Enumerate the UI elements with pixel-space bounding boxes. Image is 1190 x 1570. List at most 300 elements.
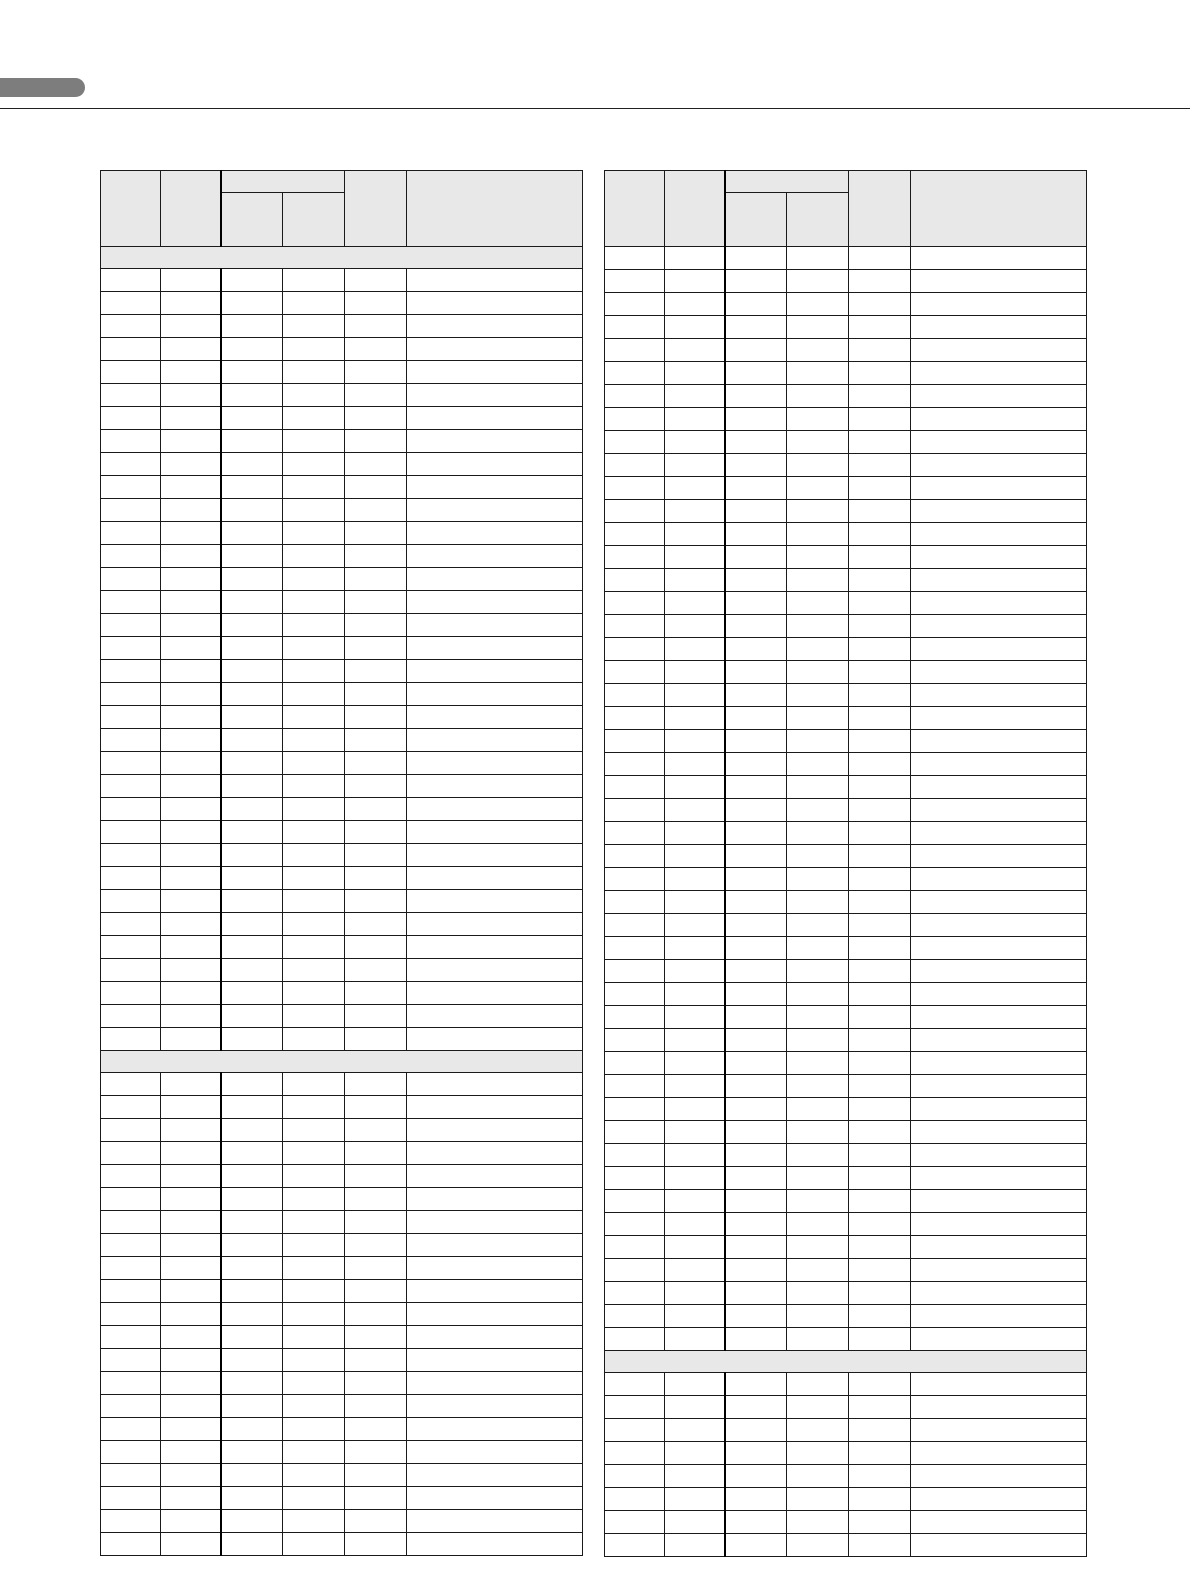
table-cell bbox=[725, 1236, 787, 1259]
table-cell bbox=[345, 683, 407, 706]
table-cell bbox=[101, 844, 161, 867]
table-cell bbox=[911, 983, 1087, 1006]
table-cell bbox=[407, 361, 583, 384]
table-row bbox=[101, 591, 583, 614]
table-cell bbox=[407, 1464, 583, 1487]
table-cell bbox=[101, 1303, 161, 1326]
table-cell bbox=[911, 1305, 1087, 1328]
table-cell bbox=[665, 983, 725, 1006]
table-cell bbox=[787, 799, 849, 822]
table-row bbox=[101, 338, 583, 361]
column-header bbox=[725, 171, 849, 193]
table-cell bbox=[849, 546, 911, 569]
table-cell bbox=[911, 1328, 1087, 1351]
table-row bbox=[101, 1165, 583, 1188]
chapter-tab bbox=[0, 78, 85, 97]
table-cell bbox=[787, 569, 849, 592]
table-cell bbox=[725, 362, 787, 385]
table-cell bbox=[787, 1442, 849, 1465]
section-band bbox=[101, 1051, 583, 1073]
table-cell bbox=[665, 1419, 725, 1442]
table-cell bbox=[725, 293, 787, 316]
table-cell bbox=[407, 1142, 583, 1165]
table-cell bbox=[283, 315, 345, 338]
table-cell bbox=[787, 983, 849, 1006]
table-cell bbox=[911, 247, 1087, 270]
table-cell bbox=[911, 753, 1087, 776]
table-cell bbox=[345, 1349, 407, 1372]
table-cell bbox=[725, 684, 787, 707]
table-cell bbox=[345, 890, 407, 913]
table-cell bbox=[665, 454, 725, 477]
table-row bbox=[605, 316, 1087, 339]
table-cell bbox=[101, 522, 161, 545]
table-row bbox=[101, 1326, 583, 1349]
table-cell bbox=[283, 292, 345, 315]
table-cell bbox=[345, 982, 407, 1005]
table-cell bbox=[221, 752, 283, 775]
table-cell bbox=[407, 1280, 583, 1303]
table-cell bbox=[605, 868, 665, 891]
table-cell bbox=[221, 775, 283, 798]
table-cell bbox=[911, 822, 1087, 845]
table-cell bbox=[725, 914, 787, 937]
table-cell bbox=[101, 1280, 161, 1303]
table-row bbox=[605, 293, 1087, 316]
table-row bbox=[605, 408, 1087, 431]
table-cell bbox=[345, 568, 407, 591]
table-cell bbox=[787, 247, 849, 270]
table-cell bbox=[345, 821, 407, 844]
table-cell bbox=[345, 1418, 407, 1441]
table-row bbox=[605, 891, 1087, 914]
table-row bbox=[605, 592, 1087, 615]
table-cell bbox=[725, 661, 787, 684]
table-cell bbox=[665, 293, 725, 316]
table-cell bbox=[101, 407, 161, 430]
table-cell bbox=[221, 683, 283, 706]
table-cell bbox=[725, 1029, 787, 1052]
table-cell bbox=[345, 752, 407, 775]
table-cell bbox=[665, 891, 725, 914]
table-cell bbox=[221, 545, 283, 568]
table-row bbox=[101, 1028, 583, 1051]
table-cell bbox=[665, 1029, 725, 1052]
table-cell bbox=[101, 1441, 161, 1464]
table-cell bbox=[605, 638, 665, 661]
table-cell bbox=[407, 499, 583, 522]
table-cell bbox=[101, 1418, 161, 1441]
table-cell bbox=[787, 1259, 849, 1282]
table-cell bbox=[605, 477, 665, 500]
table-cell bbox=[725, 339, 787, 362]
table-cell bbox=[283, 1464, 345, 1487]
table-cell bbox=[605, 454, 665, 477]
table-row bbox=[605, 1052, 1087, 1075]
table-cell bbox=[101, 269, 161, 292]
table-cell bbox=[407, 959, 583, 982]
table-row bbox=[101, 683, 583, 706]
table-cell bbox=[849, 1328, 911, 1351]
table-cell bbox=[221, 430, 283, 453]
table-cell bbox=[161, 660, 221, 683]
section-label bbox=[605, 1351, 1087, 1373]
table-cell bbox=[161, 430, 221, 453]
table-cell bbox=[911, 1259, 1087, 1282]
table-cell bbox=[345, 361, 407, 384]
table-cell bbox=[407, 1257, 583, 1280]
table-cell bbox=[849, 707, 911, 730]
table-cell bbox=[911, 1075, 1087, 1098]
table-row bbox=[605, 362, 1087, 385]
table-cell bbox=[345, 545, 407, 568]
table-row bbox=[101, 545, 583, 568]
table-cell bbox=[221, 1441, 283, 1464]
table-cell bbox=[161, 821, 221, 844]
table-cell bbox=[911, 500, 1087, 523]
table-cell bbox=[911, 1442, 1087, 1465]
table-cell bbox=[911, 1006, 1087, 1029]
table-cell bbox=[101, 959, 161, 982]
table-cell bbox=[725, 845, 787, 868]
table-cell bbox=[345, 637, 407, 660]
table-cell bbox=[407, 844, 583, 867]
table-cell bbox=[345, 269, 407, 292]
table-cell bbox=[605, 1534, 665, 1557]
table-row bbox=[101, 1234, 583, 1257]
table-cell bbox=[911, 1396, 1087, 1419]
table-cell bbox=[849, 385, 911, 408]
table-cell bbox=[221, 660, 283, 683]
table-cell bbox=[101, 936, 161, 959]
table-cell bbox=[911, 799, 1087, 822]
table-cell bbox=[725, 1190, 787, 1213]
table-cell bbox=[221, 1119, 283, 1142]
table-cell bbox=[849, 247, 911, 270]
table-cell bbox=[407, 913, 583, 936]
table-cell bbox=[101, 453, 161, 476]
table-cell bbox=[345, 1234, 407, 1257]
table-cell bbox=[221, 1257, 283, 1280]
table-cell bbox=[665, 1075, 725, 1098]
table-cell bbox=[605, 845, 665, 868]
table-cell bbox=[725, 753, 787, 776]
table-cell bbox=[665, 362, 725, 385]
table-row bbox=[101, 867, 583, 890]
table-cell bbox=[849, 1029, 911, 1052]
table-cell bbox=[345, 1142, 407, 1165]
table-cell bbox=[787, 868, 849, 891]
table-cell bbox=[221, 1280, 283, 1303]
table-cell bbox=[161, 1119, 221, 1142]
table-row bbox=[605, 1488, 1087, 1511]
table-row bbox=[605, 1006, 1087, 1029]
table-cell bbox=[787, 316, 849, 339]
table-cell bbox=[345, 1280, 407, 1303]
table-cell bbox=[345, 1096, 407, 1119]
table-cell bbox=[345, 1487, 407, 1510]
table-cell bbox=[407, 1303, 583, 1326]
table-cell bbox=[407, 1188, 583, 1211]
table-cell bbox=[283, 1096, 345, 1119]
table-cell bbox=[725, 868, 787, 891]
table-cell bbox=[221, 1349, 283, 1372]
table-cell bbox=[283, 959, 345, 982]
table-cell bbox=[345, 453, 407, 476]
table-cell bbox=[101, 1372, 161, 1395]
table-row bbox=[605, 1121, 1087, 1144]
table-cell bbox=[101, 591, 161, 614]
table-cell bbox=[725, 1396, 787, 1419]
table-cell bbox=[665, 914, 725, 937]
table-cell bbox=[605, 270, 665, 293]
table-cell bbox=[665, 1167, 725, 1190]
table-cell bbox=[849, 1098, 911, 1121]
table-cell bbox=[787, 707, 849, 730]
table-cell bbox=[345, 913, 407, 936]
table-cell bbox=[725, 1213, 787, 1236]
table-cell bbox=[911, 776, 1087, 799]
table-cell bbox=[283, 821, 345, 844]
table-cell bbox=[345, 384, 407, 407]
table-cell bbox=[283, 1487, 345, 1510]
table-cell bbox=[345, 660, 407, 683]
table-cell bbox=[725, 1259, 787, 1282]
table-cell bbox=[787, 914, 849, 937]
table-cell bbox=[407, 1510, 583, 1533]
table-cell bbox=[849, 822, 911, 845]
table-cell bbox=[787, 776, 849, 799]
table-row bbox=[101, 1441, 583, 1464]
table-cell bbox=[221, 614, 283, 637]
table-cell bbox=[605, 1144, 665, 1167]
table-cell bbox=[161, 1464, 221, 1487]
table-cell bbox=[787, 1534, 849, 1557]
table-cell bbox=[911, 1373, 1087, 1396]
table-cell bbox=[911, 960, 1087, 983]
table-row bbox=[605, 1144, 1087, 1167]
table-cell bbox=[787, 1213, 849, 1236]
table-cell bbox=[407, 1395, 583, 1418]
table-cell bbox=[665, 270, 725, 293]
table-cell bbox=[345, 1326, 407, 1349]
table-cell bbox=[345, 1303, 407, 1326]
table-cell bbox=[407, 798, 583, 821]
table-cell bbox=[407, 522, 583, 545]
table-cell bbox=[911, 914, 1087, 937]
table-cell bbox=[407, 637, 583, 660]
table-cell bbox=[725, 500, 787, 523]
table-cell bbox=[911, 1098, 1087, 1121]
table-cell bbox=[101, 1533, 161, 1556]
table-cell bbox=[911, 431, 1087, 454]
table-cell bbox=[665, 1465, 725, 1488]
table-row bbox=[101, 660, 583, 683]
table-cell bbox=[911, 1534, 1087, 1557]
table-cell bbox=[283, 1257, 345, 1280]
table-cell bbox=[787, 408, 849, 431]
table-cell bbox=[605, 891, 665, 914]
table-cell bbox=[283, 683, 345, 706]
table-cell bbox=[725, 477, 787, 500]
table-cell bbox=[911, 707, 1087, 730]
table-cell bbox=[407, 890, 583, 913]
table-row bbox=[605, 477, 1087, 500]
table-cell bbox=[911, 1465, 1087, 1488]
table-cell bbox=[221, 1487, 283, 1510]
table-row bbox=[605, 1259, 1087, 1282]
table-cell bbox=[101, 1165, 161, 1188]
table-cell bbox=[665, 1052, 725, 1075]
table-cell bbox=[101, 1188, 161, 1211]
table-cell bbox=[101, 1257, 161, 1280]
table-cell bbox=[161, 683, 221, 706]
table-cell bbox=[787, 1075, 849, 1098]
table-cell bbox=[665, 799, 725, 822]
table-cell bbox=[407, 729, 583, 752]
table-cell bbox=[911, 1419, 1087, 1442]
table-cell bbox=[725, 1075, 787, 1098]
table-cell bbox=[161, 315, 221, 338]
table-cell bbox=[345, 614, 407, 637]
table-cell bbox=[101, 1234, 161, 1257]
table-row bbox=[101, 361, 583, 384]
table-cell bbox=[787, 1098, 849, 1121]
table-cell bbox=[605, 523, 665, 546]
table-cell bbox=[101, 798, 161, 821]
table-row bbox=[101, 982, 583, 1005]
table-cell bbox=[911, 569, 1087, 592]
table-cell bbox=[283, 1533, 345, 1556]
table-cell bbox=[787, 339, 849, 362]
table-cell bbox=[345, 1005, 407, 1028]
table-cell bbox=[221, 706, 283, 729]
table-cell bbox=[605, 684, 665, 707]
table-cell bbox=[665, 730, 725, 753]
table-cell bbox=[665, 385, 725, 408]
table-cell bbox=[407, 936, 583, 959]
table-cell bbox=[665, 960, 725, 983]
table-cell bbox=[221, 1533, 283, 1556]
table-cell bbox=[101, 1096, 161, 1119]
table-cell bbox=[725, 1121, 787, 1144]
table-cell bbox=[849, 868, 911, 891]
table-row bbox=[101, 292, 583, 315]
table-row bbox=[605, 1029, 1087, 1052]
table-cell bbox=[605, 1511, 665, 1534]
table-cell bbox=[849, 1488, 911, 1511]
table-cell bbox=[787, 1488, 849, 1511]
table-cell bbox=[101, 1005, 161, 1028]
section-band bbox=[605, 1351, 1087, 1373]
table-cell bbox=[283, 269, 345, 292]
table-cell bbox=[161, 729, 221, 752]
table-cell bbox=[407, 1005, 583, 1028]
table-cell bbox=[161, 522, 221, 545]
table-cell bbox=[407, 384, 583, 407]
table-cell bbox=[605, 1075, 665, 1098]
table-cell bbox=[345, 591, 407, 614]
table-cell bbox=[787, 615, 849, 638]
table-row bbox=[605, 776, 1087, 799]
table-cell bbox=[161, 1211, 221, 1234]
data-table-left bbox=[100, 170, 583, 1556]
table-cell bbox=[787, 477, 849, 500]
table-row bbox=[101, 1303, 583, 1326]
table-cell bbox=[849, 1511, 911, 1534]
table-row bbox=[101, 729, 583, 752]
table-cell bbox=[161, 1005, 221, 1028]
table-row bbox=[101, 844, 583, 867]
table-cell bbox=[849, 1121, 911, 1144]
column-header bbox=[725, 193, 787, 247]
table-cell bbox=[407, 476, 583, 499]
table-cell bbox=[345, 1464, 407, 1487]
table-cell bbox=[665, 638, 725, 661]
table-cell bbox=[665, 1190, 725, 1213]
table-cell bbox=[221, 1395, 283, 1418]
table-cell bbox=[911, 339, 1087, 362]
table-cell bbox=[161, 1487, 221, 1510]
table-cell bbox=[725, 776, 787, 799]
table-cell bbox=[283, 1234, 345, 1257]
table-cell bbox=[161, 1188, 221, 1211]
table-cell bbox=[605, 730, 665, 753]
table-cell bbox=[221, 499, 283, 522]
table-cell bbox=[787, 1373, 849, 1396]
section-label bbox=[101, 1051, 583, 1073]
table-header-row bbox=[101, 171, 583, 193]
table-cell bbox=[665, 661, 725, 684]
table-cell bbox=[665, 753, 725, 776]
table-cell bbox=[345, 476, 407, 499]
table-row bbox=[101, 269, 583, 292]
table-cell bbox=[849, 592, 911, 615]
table-cell bbox=[345, 867, 407, 890]
table-cell bbox=[101, 499, 161, 522]
table-cell bbox=[161, 568, 221, 591]
table-cell bbox=[221, 890, 283, 913]
table-cell bbox=[407, 269, 583, 292]
table-cell bbox=[407, 1073, 583, 1096]
table-cell bbox=[161, 1372, 221, 1395]
table-cell bbox=[605, 1419, 665, 1442]
table-cell bbox=[345, 430, 407, 453]
table-cell bbox=[605, 707, 665, 730]
table-cell bbox=[161, 269, 221, 292]
table-row bbox=[605, 868, 1087, 891]
table-cell bbox=[283, 1510, 345, 1533]
table-cell bbox=[605, 1442, 665, 1465]
table-cell bbox=[605, 753, 665, 776]
table-cell bbox=[665, 431, 725, 454]
table-cell bbox=[849, 293, 911, 316]
table-cell bbox=[605, 1282, 665, 1305]
table-cell bbox=[283, 1005, 345, 1028]
column-header bbox=[407, 171, 583, 247]
table-row bbox=[605, 1442, 1087, 1465]
table-cell bbox=[221, 936, 283, 959]
table-cell bbox=[787, 1236, 849, 1259]
table-cell bbox=[345, 775, 407, 798]
table-cell bbox=[787, 546, 849, 569]
table-cell bbox=[787, 523, 849, 546]
table-cell bbox=[605, 247, 665, 270]
table-cell bbox=[849, 1190, 911, 1213]
table-cell bbox=[605, 1396, 665, 1419]
table-cell bbox=[911, 1213, 1087, 1236]
table-cell bbox=[283, 1211, 345, 1234]
